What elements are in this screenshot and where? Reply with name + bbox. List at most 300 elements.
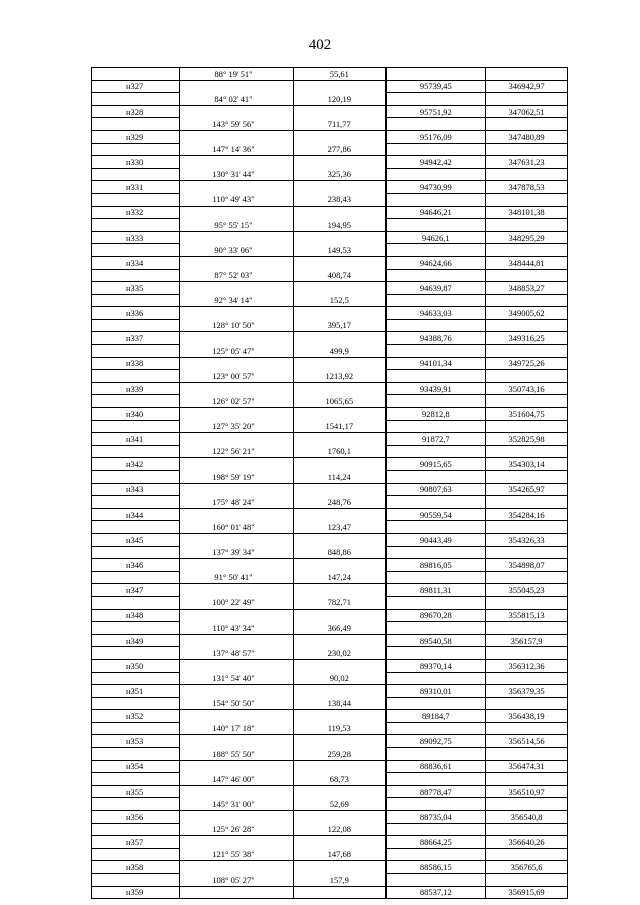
y-coordinate-cell: [486, 93, 568, 106]
direction-angle-cell: 125° 26' 28": [180, 823, 294, 836]
point-row: [92, 382, 568, 395]
point-name-cell: [92, 471, 180, 484]
direction-angle-cell: [180, 408, 294, 421]
y-coordinate-cell: [486, 672, 568, 685]
y-coordinate-cell: 347062,51: [486, 105, 568, 118]
distance-cell: 277,86: [294, 143, 386, 156]
x-coordinate-cell: 92812,8: [386, 408, 486, 421]
x-coordinate-cell: 89670,28: [386, 609, 486, 622]
y-coordinate-cell: 349316,25: [486, 332, 568, 345]
direction-angle-cell: 123° 00' 57": [180, 370, 294, 383]
segment-row: [92, 471, 568, 484]
distance-cell: 848,86: [294, 546, 386, 559]
point-row: [92, 533, 568, 546]
y-coordinate-cell: [486, 546, 568, 559]
point-name-cell: н327: [92, 80, 180, 93]
point-row: [92, 408, 568, 421]
distance-cell: [294, 231, 386, 244]
distance-cell: 138,44: [294, 697, 386, 710]
direction-angle-cell: 145° 31' 00": [180, 798, 294, 811]
x-coordinate-cell: 95739,45: [386, 80, 486, 93]
distance-cell: 1541,17: [294, 420, 386, 433]
point-row: [92, 156, 568, 169]
direction-angle-cell: [180, 760, 294, 773]
distance-cell: [294, 533, 386, 546]
direction-angle-cell: 88° 19' 51": [180, 68, 294, 81]
y-coordinate-cell: 355815,13: [486, 609, 568, 622]
point-name-cell: [92, 697, 180, 710]
point-row: [92, 80, 568, 93]
x-coordinate-cell: 94730,99: [386, 181, 486, 194]
point-row: [92, 735, 568, 748]
x-coordinate-cell: 95176,09: [386, 130, 486, 143]
distance-cell: 1213,92: [294, 370, 386, 383]
y-coordinate-cell: [486, 294, 568, 307]
distance-cell: [294, 458, 386, 471]
y-coordinate-cell: 354326,33: [486, 533, 568, 546]
distance-cell: 259,28: [294, 748, 386, 761]
x-coordinate-cell: [386, 269, 486, 282]
point-name-cell: н338: [92, 357, 180, 370]
point-name-cell: н354: [92, 760, 180, 773]
direction-angle-cell: 175° 48' 24": [180, 496, 294, 509]
coordinates-table: [91, 67, 568, 899]
direction-angle-cell: 87° 52' 03": [180, 269, 294, 282]
point-name-cell: [92, 546, 180, 559]
y-coordinate-cell: [486, 823, 568, 836]
y-coordinate-cell: [486, 697, 568, 710]
distance-cell: [294, 307, 386, 320]
segment-row: [92, 118, 568, 131]
point-row: [92, 861, 568, 874]
segment-row: [92, 219, 568, 232]
y-coordinate-cell: [486, 219, 568, 232]
point-name-cell: н358: [92, 861, 180, 874]
point-row: [92, 433, 568, 446]
point-row: [92, 811, 568, 824]
direction-angle-cell: 121° 55' 38": [180, 848, 294, 861]
y-coordinate-cell: [486, 395, 568, 408]
x-coordinate-cell: [386, 697, 486, 710]
point-name-cell: н349: [92, 634, 180, 647]
point-row: [92, 357, 568, 370]
segment-row: [92, 722, 568, 735]
distance-cell: 123,47: [294, 521, 386, 534]
x-coordinate-cell: 94626,1: [386, 231, 486, 244]
point-name-cell: [92, 445, 180, 458]
direction-angle-cell: [180, 181, 294, 194]
y-coordinate-cell: 347631,23: [486, 156, 568, 169]
y-coordinate-cell: [486, 521, 568, 534]
point-name-cell: н333: [92, 231, 180, 244]
direction-angle-cell: 188° 55' 50": [180, 748, 294, 761]
point-name-cell: [92, 848, 180, 861]
distance-cell: [294, 584, 386, 597]
point-row: [92, 634, 568, 647]
point-name-cell: [92, 622, 180, 635]
x-coordinate-cell: [386, 395, 486, 408]
distance-cell: [294, 105, 386, 118]
distance-cell: [294, 80, 386, 93]
y-coordinate-cell: [486, 319, 568, 332]
x-coordinate-cell: [386, 596, 486, 609]
segment-row: [92, 874, 568, 887]
point-name-cell: [92, 118, 180, 131]
direction-angle-cell: 154° 50' 50": [180, 697, 294, 710]
segment-row: [92, 143, 568, 156]
direction-angle-cell: 137° 48' 57": [180, 647, 294, 660]
point-name-cell: н331: [92, 181, 180, 194]
direction-angle-cell: 90° 33' 06": [180, 244, 294, 257]
segment-row: [92, 193, 568, 206]
point-name-cell: [92, 773, 180, 786]
point-name-cell: н347: [92, 584, 180, 597]
x-coordinate-cell: [386, 168, 486, 181]
point-name-cell: [92, 244, 180, 257]
direction-angle-cell: [180, 811, 294, 824]
x-coordinate-cell: 91872,7: [386, 433, 486, 446]
y-coordinate-cell: [486, 118, 568, 131]
point-name-cell: [92, 319, 180, 332]
segment-row: [92, 319, 568, 332]
distance-cell: 325,36: [294, 168, 386, 181]
point-name-cell: н339: [92, 382, 180, 395]
y-coordinate-cell: 348295,29: [486, 231, 568, 244]
direction-angle-cell: [180, 861, 294, 874]
distance-cell: 194,95: [294, 219, 386, 232]
point-row: [92, 105, 568, 118]
y-coordinate-cell: 351604,75: [486, 408, 568, 421]
point-name-cell: [92, 193, 180, 206]
segment-row: [92, 244, 568, 257]
segment-row: [92, 370, 568, 383]
direction-angle-cell: [180, 256, 294, 269]
distance-cell: 149,53: [294, 244, 386, 257]
direction-angle-cell: 198° 59' 19": [180, 471, 294, 484]
segment-row: [92, 496, 568, 509]
x-coordinate-cell: 90443,49: [386, 533, 486, 546]
y-coordinate-cell: 356510,97: [486, 785, 568, 798]
point-name-cell: н355: [92, 785, 180, 798]
y-coordinate-cell: [486, 345, 568, 358]
y-coordinate-cell: [486, 571, 568, 584]
x-coordinate-cell: 89184,7: [386, 710, 486, 723]
distance-cell: [294, 659, 386, 672]
point-name-cell: н330: [92, 156, 180, 169]
point-row: [92, 181, 568, 194]
distance-cell: [294, 408, 386, 421]
direction-angle-cell: 147° 14' 36": [180, 143, 294, 156]
point-row: [92, 710, 568, 723]
x-coordinate-cell: [386, 420, 486, 433]
distance-cell: [294, 861, 386, 874]
segment-row: [92, 395, 568, 408]
x-coordinate-cell: [386, 874, 486, 887]
x-coordinate-cell: [386, 370, 486, 383]
distance-cell: [294, 685, 386, 698]
direction-angle-cell: 84° 02' 41": [180, 93, 294, 106]
x-coordinate-cell: 93439,91: [386, 382, 486, 395]
distance-cell: [294, 735, 386, 748]
y-coordinate-cell: [486, 748, 568, 761]
distance-cell: 152,5: [294, 294, 386, 307]
y-coordinate-cell: 356312,36: [486, 659, 568, 672]
segment-row: [92, 445, 568, 458]
direction-angle-cell: 147° 46' 00": [180, 773, 294, 786]
x-coordinate-cell: 89816,05: [386, 559, 486, 572]
distance-cell: [294, 206, 386, 219]
y-coordinate-cell: 354265,97: [486, 483, 568, 496]
y-coordinate-cell: [486, 773, 568, 786]
point-name-cell: н328: [92, 105, 180, 118]
point-name-cell: н350: [92, 659, 180, 672]
segment-row: [92, 521, 568, 534]
y-coordinate-cell: [486, 244, 568, 257]
x-coordinate-cell: 88836,61: [386, 760, 486, 773]
distance-cell: [294, 559, 386, 572]
x-coordinate-cell: 94388,76: [386, 332, 486, 345]
distance-cell: [294, 282, 386, 295]
point-name-cell: [92, 345, 180, 358]
x-coordinate-cell: 88664,25: [386, 836, 486, 849]
y-coordinate-cell: 356540,8: [486, 811, 568, 824]
point-name-cell: [92, 672, 180, 685]
point-name-cell: [92, 143, 180, 156]
segment-row: [92, 420, 568, 433]
point-row: [92, 584, 568, 597]
point-name-cell: [92, 93, 180, 106]
y-coordinate-cell: [486, 445, 568, 458]
x-coordinate-cell: [386, 68, 486, 81]
segment-row: [92, 773, 568, 786]
direction-angle-cell: [180, 609, 294, 622]
x-coordinate-cell: [386, 823, 486, 836]
point-name-cell: [92, 496, 180, 509]
y-coordinate-cell: 348444,81: [486, 256, 568, 269]
x-coordinate-cell: 94646,21: [386, 206, 486, 219]
direction-angle-cell: 110° 49' 43": [180, 193, 294, 206]
distance-cell: [294, 609, 386, 622]
distance-cell: [294, 130, 386, 143]
segment-row: [92, 596, 568, 609]
point-name-cell: н352: [92, 710, 180, 723]
direction-angle-cell: [180, 559, 294, 572]
direction-angle-cell: [180, 307, 294, 320]
direction-angle-cell: 108° 05' 27": [180, 874, 294, 887]
distance-cell: [294, 508, 386, 521]
y-coordinate-cell: [486, 269, 568, 282]
y-coordinate-cell: 349725,26: [486, 357, 568, 370]
direction-angle-cell: [180, 785, 294, 798]
point-name-cell: [92, 823, 180, 836]
point-name-cell: [92, 798, 180, 811]
point-name-cell: н357: [92, 836, 180, 849]
segment-row: [92, 697, 568, 710]
point-name-cell: [92, 521, 180, 534]
coordinates-table-body: [92, 68, 568, 899]
point-name-cell: н356: [92, 811, 180, 824]
direction-angle-cell: [180, 206, 294, 219]
point-name-cell: [92, 722, 180, 735]
distance-cell: [294, 156, 386, 169]
point-row: [92, 609, 568, 622]
y-coordinate-cell: 355045,23: [486, 584, 568, 597]
direction-angle-cell: [180, 357, 294, 370]
x-coordinate-cell: [386, 672, 486, 685]
direction-angle-cell: 91° 50' 41": [180, 571, 294, 584]
distance-cell: 90,02: [294, 672, 386, 685]
direction-angle-cell: 92° 34' 14": [180, 294, 294, 307]
direction-angle-cell: 127° 35' 20": [180, 420, 294, 433]
y-coordinate-cell: [486, 848, 568, 861]
distance-cell: 52,69: [294, 798, 386, 811]
point-name-cell: н340: [92, 408, 180, 421]
direction-angle-cell: [180, 433, 294, 446]
distance-cell: [294, 785, 386, 798]
x-coordinate-cell: 90915,65: [386, 458, 486, 471]
direction-angle-cell: 110° 43' 34": [180, 622, 294, 635]
distance-cell: [294, 710, 386, 723]
x-coordinate-cell: [386, 571, 486, 584]
y-coordinate-cell: 356765,6: [486, 861, 568, 874]
x-coordinate-cell: [386, 798, 486, 811]
segment-row: [92, 672, 568, 685]
y-coordinate-cell: [486, 874, 568, 887]
point-name-cell: н335: [92, 282, 180, 295]
x-coordinate-cell: 88778,47: [386, 785, 486, 798]
point-name-cell: [92, 874, 180, 887]
distance-cell: 122,08: [294, 823, 386, 836]
point-name-cell: [92, 647, 180, 660]
x-coordinate-cell: [386, 496, 486, 509]
segment-row: [92, 546, 568, 559]
x-coordinate-cell: 90559,54: [386, 508, 486, 521]
point-row: [92, 231, 568, 244]
point-row: [92, 836, 568, 849]
segment-row: [92, 647, 568, 660]
point-name-cell: н343: [92, 483, 180, 496]
x-coordinate-cell: 89092,75: [386, 735, 486, 748]
distance-cell: 711,77: [294, 118, 386, 131]
y-coordinate-cell: 356157,9: [486, 634, 568, 647]
point-row: [92, 256, 568, 269]
x-coordinate-cell: 90807,63: [386, 483, 486, 496]
distance-cell: [294, 483, 386, 496]
x-coordinate-cell: [386, 93, 486, 106]
y-coordinate-cell: [486, 143, 568, 156]
direction-angle-cell: [180, 483, 294, 496]
point-name-cell: [92, 219, 180, 232]
x-coordinate-cell: 88735,04: [386, 811, 486, 824]
x-coordinate-cell: 94101,34: [386, 357, 486, 370]
point-row: [92, 760, 568, 773]
x-coordinate-cell: 94942,42: [386, 156, 486, 169]
x-coordinate-cell: [386, 143, 486, 156]
direction-angle-cell: 131° 54' 40": [180, 672, 294, 685]
segment-row: [92, 823, 568, 836]
x-coordinate-cell: 89310,01: [386, 685, 486, 698]
distance-cell: 147,24: [294, 571, 386, 584]
point-row: [92, 785, 568, 798]
point-name-cell: [92, 294, 180, 307]
point-row: [92, 458, 568, 471]
y-coordinate-cell: [486, 168, 568, 181]
point-name-cell: [92, 68, 180, 81]
point-name-cell: н336: [92, 307, 180, 320]
y-coordinate-cell: 347878,53: [486, 181, 568, 194]
x-coordinate-cell: [386, 445, 486, 458]
direction-angle-cell: 125° 05' 47": [180, 345, 294, 358]
x-coordinate-cell: [386, 748, 486, 761]
x-coordinate-cell: 89370,14: [386, 659, 486, 672]
distance-cell: 782,71: [294, 596, 386, 609]
segment-row: [92, 345, 568, 358]
direction-angle-cell: 130° 31' 44": [180, 168, 294, 181]
x-coordinate-cell: [386, 622, 486, 635]
distance-cell: 68,73: [294, 773, 386, 786]
y-coordinate-cell: 356514,56: [486, 735, 568, 748]
distance-cell: 1760,1: [294, 445, 386, 458]
x-coordinate-cell: 88586,15: [386, 861, 486, 874]
y-coordinate-cell: [486, 798, 568, 811]
direction-angle-cell: 160° 01' 48": [180, 521, 294, 534]
direction-angle-cell: [180, 332, 294, 345]
point-row: [92, 483, 568, 496]
point-name-cell: н359: [92, 886, 180, 899]
point-name-cell: н346: [92, 559, 180, 572]
y-coordinate-cell: 356379,35: [486, 685, 568, 698]
y-coordinate-cell: [486, 496, 568, 509]
x-coordinate-cell: [386, 773, 486, 786]
point-name-cell: н345: [92, 533, 180, 546]
point-row: [92, 307, 568, 320]
point-name-cell: [92, 748, 180, 761]
point-name-cell: [92, 395, 180, 408]
x-coordinate-cell: [386, 521, 486, 534]
direction-angle-cell: 126° 02' 57": [180, 395, 294, 408]
x-coordinate-cell: [386, 118, 486, 131]
direction-angle-cell: 137° 39' 34": [180, 546, 294, 559]
point-name-cell: н342: [92, 458, 180, 471]
point-name-cell: н353: [92, 735, 180, 748]
direction-angle-cell: [180, 105, 294, 118]
distance-cell: 119,53: [294, 722, 386, 735]
point-row: [92, 206, 568, 219]
point-name-cell: н351: [92, 685, 180, 698]
distance-cell: [294, 181, 386, 194]
direction-angle-cell: [180, 508, 294, 521]
direction-angle-cell: [180, 836, 294, 849]
y-coordinate-cell: 354898,07: [486, 559, 568, 572]
distance-cell: 147,68: [294, 848, 386, 861]
y-coordinate-cell: 348853,27: [486, 282, 568, 295]
x-coordinate-cell: [386, 219, 486, 232]
direction-angle-cell: [180, 659, 294, 672]
x-coordinate-cell: 89811,31: [386, 584, 486, 597]
page-number: 402: [308, 37, 332, 53]
segment-row: [92, 748, 568, 761]
direction-angle-cell: [180, 634, 294, 647]
direction-angle-cell: [180, 886, 294, 899]
direction-angle-cell: [180, 130, 294, 143]
segment-row: [92, 294, 568, 307]
x-coordinate-cell: [386, 193, 486, 206]
segment-row: [92, 848, 568, 861]
x-coordinate-cell: 89540,58: [386, 634, 486, 647]
distance-cell: [294, 811, 386, 824]
distance-cell: [294, 357, 386, 370]
x-coordinate-cell: 88537,12: [386, 886, 486, 899]
